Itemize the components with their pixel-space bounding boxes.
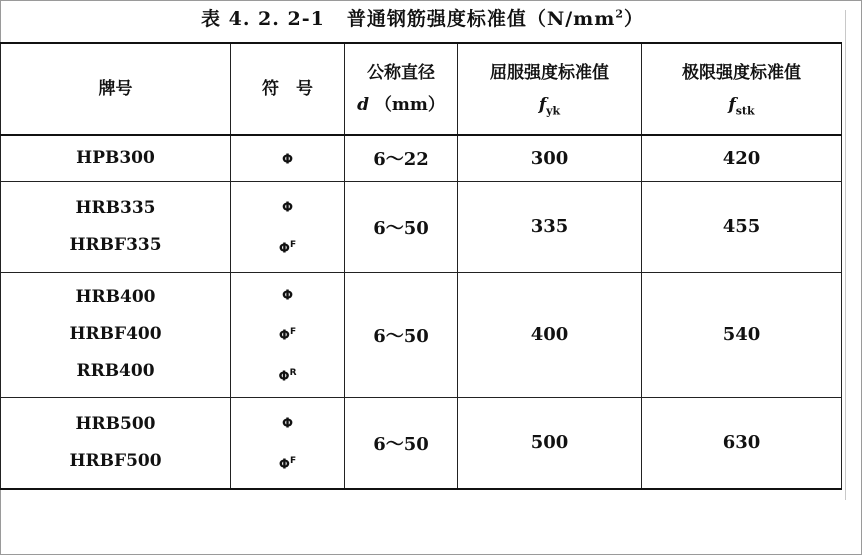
header-yield-sub: yk — [546, 104, 561, 118]
header-ultimate-sub: stk — [735, 104, 755, 118]
fyk-cell: 300 — [458, 135, 642, 181]
header-yield — [458, 43, 642, 135]
header-row — [1, 43, 842, 135]
symbol-cell — [231, 181, 345, 272]
symbol-cell — [231, 135, 345, 181]
table-number: 表 4. 2. 2-1 — [200, 8, 325, 30]
fyk-cell: 335 — [458, 181, 642, 272]
grade-name: HRB400 — [75, 287, 156, 307]
grade-name: RRB400 — [76, 361, 155, 381]
header-ultimate — [642, 43, 842, 135]
unit-superscript: 2 — [615, 7, 624, 21]
grade-cell — [1, 181, 231, 272]
diameter-cell: 6～22 — [345, 135, 458, 181]
rebar-symbol-icon: Φ — [281, 416, 294, 432]
right-rule — [845, 10, 846, 500]
header-diameter-unit: （mm） — [374, 95, 445, 115]
symbol-cell — [231, 272, 345, 397]
grade-name: HRBF500 — [69, 450, 162, 471]
rebar-symbol-icon: $\Phi^F$ — [278, 455, 297, 473]
rebar-symbol-icon: Φ — [281, 152, 294, 168]
grade-cell — [1, 272, 231, 397]
rebar-symbol-icon: $\Phi^R$ — [278, 367, 297, 384]
title-close-paren: ） — [624, 8, 645, 30]
header-yield-label: 屈服强度标准值 — [490, 63, 609, 83]
grade-name: HPB300 — [76, 147, 155, 168]
table-row — [1, 272, 842, 397]
fyk-cell: 500 — [458, 397, 642, 489]
header-diameter-var: d — [357, 95, 369, 115]
grade-name: HRBF335 — [69, 234, 162, 255]
symbol-cell — [231, 397, 345, 489]
grade-cell — [1, 397, 231, 489]
fstk-cell: 455 — [642, 181, 842, 272]
grade-name: HRB500 — [75, 413, 156, 434]
table-row — [1, 181, 842, 272]
grade-name: HRBF400 — [69, 324, 162, 344]
header-ultimate-label: 极限强度标准值 — [682, 63, 801, 83]
rebar-symbol-icon: Φ — [281, 288, 294, 304]
header-diameter-label: 公称直径 — [367, 63, 435, 83]
rebar-symbol-icon: $\Phi^F$ — [278, 327, 297, 344]
grade-name: HRB335 — [75, 197, 156, 218]
header-ultimate-var: f — [728, 95, 736, 115]
header-diameter — [345, 43, 458, 135]
diameter-cell: 6～50 — [345, 397, 458, 489]
grade-cell — [1, 135, 231, 181]
table-row — [1, 397, 842, 489]
fstk-cell: 630 — [642, 397, 842, 489]
header-symbol: 符 号 — [231, 43, 345, 135]
rebar-symbol-icon: $\Phi^F$ — [278, 239, 297, 256]
table-title — [0, 4, 845, 31]
fstk-cell: 420 — [642, 135, 842, 181]
fstk-cell: 540 — [642, 272, 842, 397]
table-row — [1, 135, 842, 181]
rebar-strength-table — [0, 42, 842, 490]
header-grade: 牌号 — [1, 43, 231, 135]
diameter-cell: 6～50 — [345, 181, 458, 272]
rebar-symbol-icon: Φ — [281, 200, 294, 216]
diameter-cell: 6～50 — [345, 272, 458, 397]
table-caption: 普通钢筋强度标准值（N/mm — [346, 8, 616, 30]
header-yield-var: f — [538, 95, 547, 115]
fyk-cell: 400 — [458, 272, 642, 397]
